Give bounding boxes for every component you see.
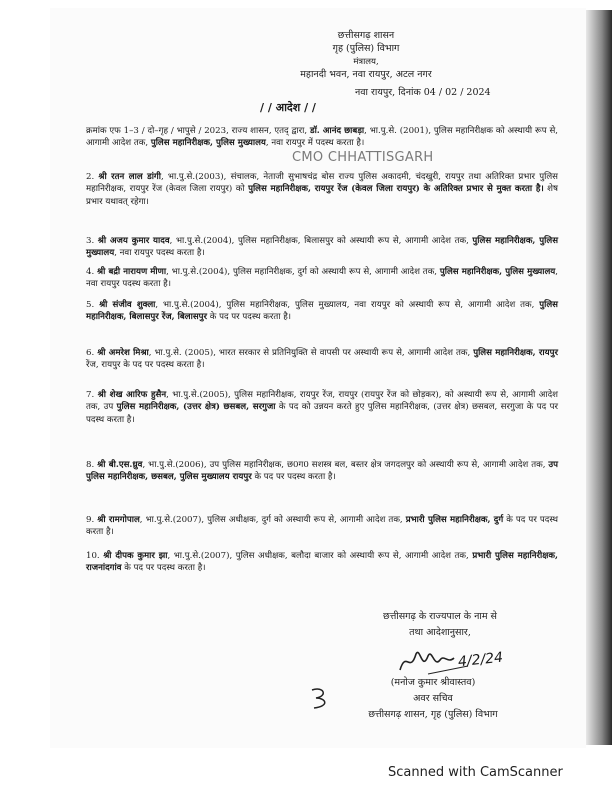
bold-segment: पुलिस महानिरीक्षक, पुलिस मुख्यालय — [86, 236, 559, 259]
bold-segment: पुलिस महानिरीक्षक, पुलिस मुख्यालय — [439, 267, 556, 277]
text-segment: , नवा रायपुर में पदस्थ करता है। — [265, 138, 365, 149]
cmo-watermark: CMO CHHATTISGARH — [292, 150, 434, 165]
signatory-name: (मनोज कुमार श्रीवास्तव) — [390, 677, 476, 688]
bold-segment: श्री संजीव शुक्ला — [99, 300, 156, 310]
text-segment: 5. — [86, 300, 100, 310]
bold-segment: प्रभारी पुलिस महानिरीक्षक, राजनांदगांव — [86, 551, 558, 574]
header-ministry: मंत्रालय, — [353, 57, 379, 67]
bold-segment: श्री शेख आरिफ हुसैन — [97, 390, 167, 400]
text-segment: 3. — [86, 236, 98, 246]
header-government: छत्तीसगढ़ शासन — [337, 30, 395, 41]
text-segment: 7. — [86, 390, 98, 400]
order-date: नवा रायपुर, दिनांक 04 / 02 / 2024 — [355, 87, 491, 98]
bold-segment: श्री रतन लाल डांगी — [98, 172, 161, 182]
bold-segment: श्री दीपक कुमार झा — [103, 551, 168, 561]
text-segment: 10. — [86, 551, 104, 561]
text-segment: , भा.पु.से.(2004), पुलिस महानिरीक्षक, दुर्ग को अस्थायी रूप से, आगामी आदेश तक, — [166, 267, 440, 277]
text-segment: , भा.पु.से. (2005), भारत सरकार से प्रतिनियुक्ति से वापसी पर अस्थायी रूप से, आगामी आदेश तक, — [148, 348, 474, 358]
bold-segment: पुलिस महानिरीक्षक, (उत्तर क्षेत्र) छसबल, सरगुजा — [116, 402, 276, 413]
text-segment: 6. — [86, 348, 98, 358]
text-segment: , भा.पु.से.(2005), पुलिस महानिरीक्षक, रायपुर रेंज, रायपुर (रायपुर रेंज को छोड़कर), को अस्थायी रूप से, आगामी आदेश तक, उप — [86, 390, 558, 413]
bold-segment: डॉ. आनंद छाबड़ा — [309, 126, 365, 136]
bold-segment: प्रभारी पुलिस महानिरीक्षक, दुर्ग — [405, 515, 504, 525]
bold-segment: उप पुलिस महानिरीक्षक, छसबल, पुलिस मुख्यालय रायपुर — [86, 460, 559, 483]
text-segment: 9. — [86, 515, 98, 525]
bold-segment: पुलिस महानिरीक्षक, पुलिस मुख्यालय — [150, 138, 266, 149]
text-segment: क्रमांक एफ 1–3 / दो–गृह / भापुसे / 2023, राज्य शासन, एतद् द्वारा, — [86, 126, 310, 136]
text-segment: 8. — [86, 460, 98, 470]
closing-line-1: छत्तीसगढ़ के राज्यपाल के नाम से — [383, 611, 497, 622]
order-paragraph — [86, 347, 558, 372]
bold-segment: पुलिस महानिरीक्षक, बिलासपुर रेंज, बिलासपुर — [86, 300, 558, 323]
order-paragraph — [86, 125, 558, 150]
order-paragraph — [86, 550, 558, 575]
bold-segment: श्री अजय कुमार यादव — [97, 236, 170, 246]
bold-segment: श्री रामगोपाल — [97, 515, 140, 525]
text-segment: रेंज, रायपुर के पद पर पदस्थ करता है। — [86, 360, 205, 371]
order-paragraph — [86, 389, 558, 426]
bold-segment: श्री अमरेश मिश्रा — [97, 348, 149, 358]
bold-segment: पुलिस महानिरीक्षक, रायपुर रेंज (केवल जिला रायपुर) के अतिरिक्त प्रभार से मुक्त करता है। — [248, 184, 544, 195]
bold-segment: श्री बद्री नारायण मीणा — [97, 267, 167, 277]
text-segment: , भा.पु.से.(2003), संचालक, नेताजी सुभाषचंद्र बोस राज्य पुलिस अकादमी, चंदखुरी, रायपुर तथा अतिरिक्त प्रभार पुलिस महानिरीक्षक, रायपुर रेंज (केवल जिला रायपुर) को — [86, 172, 558, 195]
signature-date: 4/2/24 — [457, 649, 504, 671]
scan-edge-shadow — [586, 10, 612, 745]
signatory-department: छत्तीसगढ़ शासन, गृह (पुलिस) विभाग — [368, 709, 498, 720]
text-segment: , भा.पु.से.(2007), पुलिस अधीक्षक, दुर्ग को अस्थायी रूप से, आगामी आदेश तक, — [139, 515, 406, 525]
text-segment: , भा.पु.से.(2004), पुलिस महानिरीक्षक, बिलासपुर को अस्थायी रूप से, आगामी आदेश तक, — [169, 236, 473, 246]
closing-line-2: तथा आदेशानुसार, — [409, 627, 471, 638]
order-paragraph — [86, 299, 558, 324]
order-paragraph — [86, 235, 558, 260]
text-segment: , भा.पु.से.(2006), उप पुलिस महानिरीक्षक, छ0ग0 सशस्त्र बल, बस्तर क्षेत्र जगदलपुर को अस्थायी रूप से, आगामी आदेश तक, — [142, 460, 549, 470]
signatory-designation: अवर सचिव — [413, 693, 453, 704]
text-segment: के पद को उन्नयन करते हुए पुलिस महानिरीक्षक, (उत्तर क्षेत्र) छसबल, सरगुजा के पद पर पदस्थ करता है। — [86, 402, 558, 425]
order-title: / / आदेश / / — [260, 101, 316, 114]
header-department: गृह (पुलिस) विभाग — [332, 43, 400, 54]
order-paragraph — [86, 171, 558, 208]
text-segment: 2. — [86, 172, 99, 182]
text-segment: शेष प्रभार यथावत् रहेगा। — [86, 184, 558, 207]
text-segment: , भा.पु.से.(2004), पुलिस महानिरीक्षक, पुलिस मुख्यालय, नवा रायपुर को अस्थायी रूप से, आगामी आदेश तक, — [155, 300, 540, 310]
order-paragraph — [86, 266, 558, 291]
text-segment: , भा.पु.से.(2007), पुलिस अधीक्षक, बलौदा बाजार को अस्थायी रूप से, आगामी आदेश तक, — [167, 551, 473, 561]
text-segment: के पद पर पदस्थ करता है। — [251, 472, 336, 483]
text-segment: के पद पर पदस्थ करता है। — [86, 515, 559, 538]
bold-segment: पुलिस महानिरीक्षक, रायपुर — [473, 348, 558, 358]
text-segment: 4. — [86, 267, 98, 277]
camscanner-footer: Scanned with CamScanner — [388, 765, 563, 780]
header-address: महानदी भवन, नवा रायपुर, अटल नगर — [300, 69, 432, 80]
order-paragraph — [86, 514, 558, 539]
bold-segment: श्री बी.एस.ध्रुव — [97, 460, 143, 470]
text-segment: , नवा रायपुर पदस्थ करता है। — [114, 248, 205, 259]
text-segment: , भा.पु.से. (2001), पुलिस महानिरीक्षक को अस्थायी रूप से, आगामी आदेश तक, — [86, 126, 558, 149]
text-segment: के पद पर पदस्थ करता है। — [207, 312, 292, 323]
text-segment: , नवा रायपुर पदस्थ करता है। — [86, 267, 558, 290]
order-paragraph — [86, 459, 558, 484]
text-segment: के पद पर पदस्थ करता है। — [121, 563, 206, 574]
